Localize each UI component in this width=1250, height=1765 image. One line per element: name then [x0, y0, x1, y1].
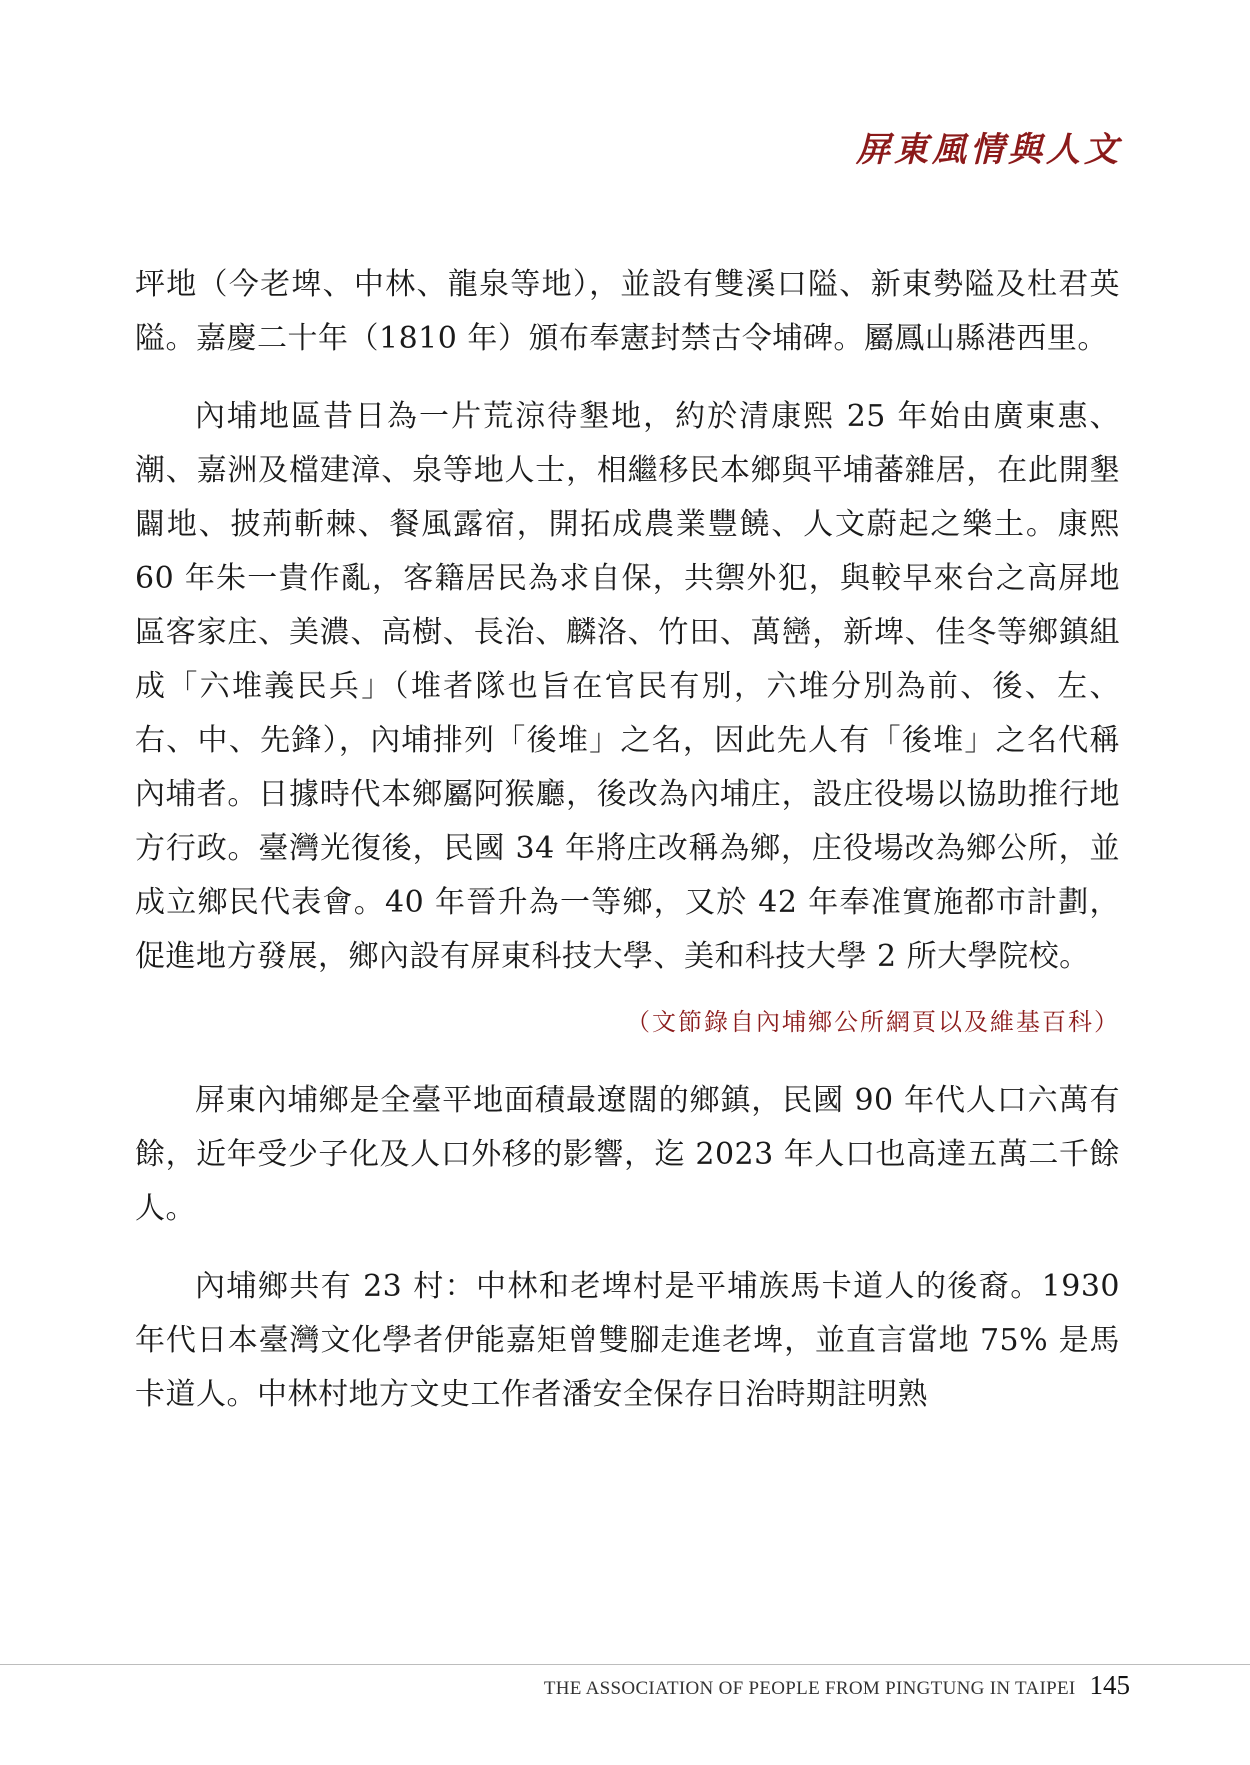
footer-divider	[0, 1664, 1250, 1665]
source-note: （文節錄自內埔鄉公所網頁以及維基百科）	[626, 1008, 1120, 1036]
paragraph-3: 屏東內埔鄉是全臺平地面積最遼闊的鄉鎮，民國 90 年代人口六萬有餘，近年受少子化及人口外移的影響，迄 2023 年人口也高達五萬二千餘人。	[135, 1083, 1120, 1226]
paragraph-1: 坪地（今老埤、中林、龍泉等地），並設有雙溪口隘、新東勢隘及杜君英隘。嘉慶二十年（1810 年）頒布奉憲封禁古令埔碑。屬鳳山縣港西里。	[135, 267, 1120, 356]
paragraph-2: 內埔地區昔日為一片荒涼待墾地，約於清康熙 25 年始由廣東惠、潮、嘉洲及檔建漳、泉等地人士，相繼移民本鄉與平埔蕃雜居，在此開墾闢地、披荊斬棘、餐風露宿，開拓成農業豐饒、人文蔚起之樂土。康熙 60 年朱一貴作亂，客籍居民為求自保，共禦外犯，與較早來台之高屏地區客家庄、美濃、高樹、長治、麟洛、竹田、萬巒，新埤、佳冬等鄉鎮組成「六堆義民兵」（堆者隊也旨在官民有別，六堆分別為前、後、左、右、中、先鋒），內埔排列「後堆」之名，因此先人有「後堆」之名代稱內埔者。日據時代本鄉屬阿猴廳，後改為內埔庄，設庄役場以協助推行地方行政。臺灣光復後，民國 34 年將庄改稱為鄉，庄役場改為鄉公所，並成立鄉民代表會。40 年晉升為一等鄉，又於 42 年奉准實施都市計劃，促進地方發展，鄉內設有屏東科技大學、美和科技大學 2 所大學院校。	[135, 399, 1120, 974]
footer-association-name: THE ASSOCIATION OF PEOPLE FROM PINGTUNG IN TAIPEI	[543, 1678, 1076, 1699]
main-content	[135, 258, 1120, 1422]
page-footer	[544, 1670, 1130, 1701]
paragraph-spacer	[135, 366, 1120, 390]
paragraph-4: 內埔鄉共有 23 村：中林和老埤村是平埔族馬卡道人的後裔。1930 年代日本臺灣文化學者伊能嘉矩曾雙腳走進老埤，並直言當地 75% 是馬卡道人。中林村地方文史工作者潘安全保存日治時期註明熟	[135, 1269, 1120, 1412]
paragraph-spacer	[135, 1236, 1120, 1260]
source-spacer-bottom	[135, 1042, 1120, 1074]
running-header-title: 屏東風情與人文	[856, 130, 1122, 170]
page-number: 145	[1089, 1670, 1130, 1700]
source-spacer-top	[135, 984, 1120, 1002]
